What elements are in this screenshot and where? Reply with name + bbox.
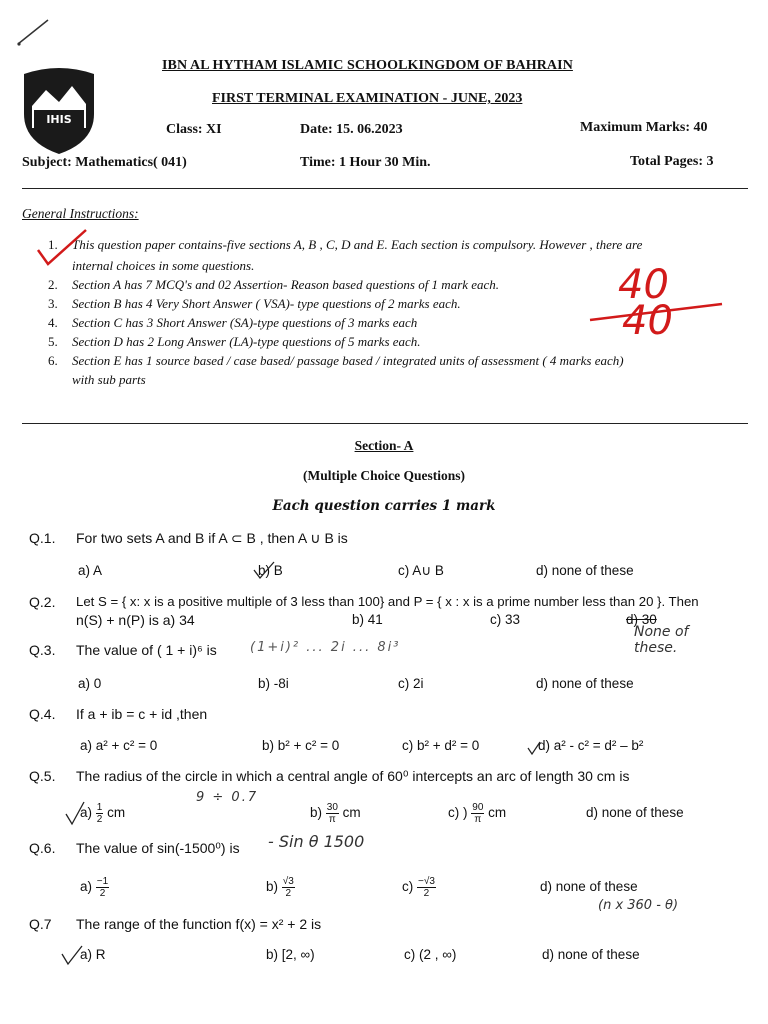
q5-option-c: c) ) $\frac{90}{\pi}$ cm — [448, 802, 507, 825]
q7-text: The range of the function f(x) = x² + 2 is — [76, 916, 322, 932]
q6-option-a: a) $\frac{-1}{2}$ — [80, 876, 109, 899]
q2-handwritten-note: None of these. — [634, 624, 689, 656]
section-marks: Each question carries 1 mark — [272, 498, 496, 514]
q6-handwritten-note: (n x 360 - θ) — [598, 898, 679, 913]
score-top: 40 — [618, 262, 669, 308]
exam-title: FIRST TERMINAL EXAMINATION - JUNE, 2023 — [212, 91, 523, 106]
q4-option-b: b) b² + c² = 0 — [262, 738, 340, 753]
q3-option-d: d) none of these — [536, 676, 634, 691]
q4-option-a: a) a² + c² = 0 — [80, 738, 158, 753]
q5-option-b: b) $\frac{30}{\pi}$ cm — [310, 802, 361, 825]
q7-option-b: b) [2, ∞) — [266, 947, 315, 962]
q1-option-a: a) A — [78, 563, 103, 578]
class-label: Class: XI — [166, 122, 222, 137]
q7-option-c: c) (2 , ∞) — [404, 947, 457, 962]
logo-text: IHIS — [46, 113, 72, 126]
q1-option-b: b) B — [258, 563, 283, 578]
q4-text: If a + ib = c + id ,then — [76, 706, 208, 722]
q5-handwritten-work: 9 ÷ 0.7 — [196, 790, 259, 805]
q6-option-c: c) $\frac{-√3}{2}$ — [402, 876, 435, 899]
q5-option-d: d) none of these — [586, 805, 684, 820]
q6-option-b: b) $\frac{√3}{2}$ — [266, 876, 294, 899]
q6-text: The value of sin(-1500⁰) is — [76, 840, 240, 856]
q2-number: Q.2. — [29, 594, 56, 610]
max-marks-label: Maximum Marks: 40 — [580, 120, 708, 135]
q3-handwritten-work: (1+i)² ... 2i ... 8i³ — [250, 640, 401, 655]
score-bottom: 40 — [622, 298, 673, 344]
q1-option-c: c) A∪ B — [398, 563, 444, 578]
subject-label: Subject: Mathematics( 041) — [22, 155, 187, 170]
q7-option-a: a) R — [80, 947, 106, 962]
school-name: IBN AL HYTHAM ISLAMIC SCHOOLKINGDOM OF BAHRAIN — [162, 58, 573, 73]
q4-number: Q.4. — [29, 706, 56, 722]
instructions-title: General Instructions: — [22, 206, 139, 221]
q7-tick-icon — [60, 944, 84, 966]
q2-option-b: b) 41 — [352, 612, 383, 627]
time-label: Time: 1 Hour 30 Min. — [300, 155, 431, 170]
q4-option-c: c) b² + d² = 0 — [402, 738, 480, 753]
section-title: Section- A — [354, 438, 414, 453]
q5-tick-icon — [64, 800, 86, 826]
instructions-divider — [22, 423, 748, 424]
header-divider — [22, 188, 748, 189]
red-tick-icon — [34, 228, 90, 268]
q6-number: Q.6. — [29, 840, 56, 856]
q3-option-b: b) -8i — [258, 676, 289, 691]
q1-text: For two sets A and B if A ⊂ B , then A ∪ B is — [76, 530, 348, 546]
q3-option-a: a) 0 — [78, 676, 102, 691]
q5-text: The radius of the circle in which a central angle of 60⁰ intercepts an arc of length 30 cm is — [76, 768, 630, 784]
q1-tick-icon — [252, 560, 276, 580]
q2-option-d: d) 30 — [626, 612, 657, 627]
q7-number: Q.7 — [29, 916, 52, 932]
q1-option-d: d) none of these — [536, 563, 634, 578]
q2-option-c: c) 33 — [490, 612, 521, 627]
q7-option-d: d) none of these — [542, 947, 640, 962]
q6-handwritten-work: - Sin θ 1500 — [268, 832, 365, 851]
q1-number: Q.1. — [29, 530, 56, 546]
q2-text-line2: n(S) + n(P) is a) 34 — [76, 612, 195, 628]
date-label: Date: 15. 06.2023 — [300, 122, 403, 137]
q4-option-d: d) a² - c² = d² – b² — [538, 738, 644, 753]
q3-number: Q.3. — [29, 642, 56, 658]
section-subtitle: (Multiple Choice Questions) — [303, 468, 465, 483]
q6-option-d: d) none of these — [540, 879, 638, 894]
q5-option-a: a) $\frac{1}{2}$ cm — [80, 802, 126, 825]
school-logo — [16, 66, 102, 156]
q2-text-line1: Let S = { x: x is a positive multiple of 3 less than 100} and P = { x : x is a prime number less than 20 }. Then — [76, 594, 699, 609]
total-pages-label: Total Pages: 3 — [630, 154, 714, 169]
q5-number: Q.5. — [29, 768, 56, 784]
pen-mark-icon — [14, 14, 54, 48]
q3-text: The value of ( 1 + i)⁶ is — [76, 642, 217, 658]
q4-tick-icon — [526, 740, 542, 756]
q3-option-c: c) 2i — [398, 676, 424, 691]
